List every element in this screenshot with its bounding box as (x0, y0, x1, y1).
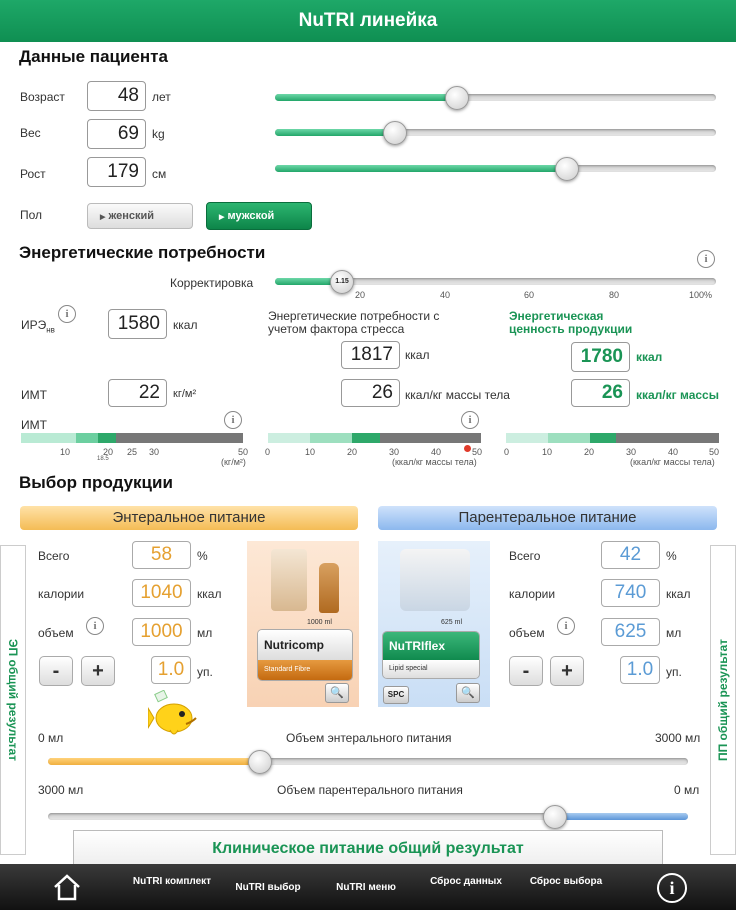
stress-tick: 20 (347, 447, 358, 457)
parenteral-plus-button[interactable]: + (550, 656, 584, 686)
enteral-volume-value[interactable]: 1000 (132, 618, 191, 646)
bmi-scale-label: ИМТ (21, 418, 47, 432)
play-icon: ▶ (219, 214, 225, 221)
bmi-scale-unit: (кг/м²) (221, 457, 246, 467)
height-unit: см (152, 167, 167, 181)
stress-scale-bar (268, 433, 481, 443)
enteral-volume-label: объем (38, 626, 74, 640)
bmi-tick: 25 (127, 447, 138, 457)
product-tick: 40 (668, 447, 679, 457)
correction-tick: 80 (609, 290, 620, 300)
info-icon[interactable]: i (557, 617, 575, 635)
nutriflex-name: NuTRIflex (383, 632, 479, 660)
bmi-tick: 50 (238, 447, 249, 457)
stress-tick: 30 (389, 447, 400, 457)
enteral-product-card[interactable] (247, 541, 359, 707)
product-tick: 30 (626, 447, 637, 457)
nav-reset-choice[interactable]: Сброс выбора (529, 876, 603, 887)
bmi-value: 22 (108, 379, 167, 407)
parenteral-volume-slider-fill (554, 813, 688, 820)
age-slider-knob[interactable] (445, 86, 469, 110)
weight-input[interactable]: 69 (87, 119, 146, 149)
bmi-scale-bar (21, 433, 243, 443)
correction-tick: 20 (355, 290, 366, 300)
info-icon[interactable]: i (461, 411, 479, 429)
product-tick: 10 (542, 447, 553, 457)
stress-per-kg-unit: ккал/кг массы тела (405, 388, 510, 402)
product-tick: 0 (504, 447, 510, 457)
spc-button[interactable]: SPC (383, 686, 409, 704)
parenteral-product-card[interactable] (378, 541, 490, 707)
parenteral-total-value[interactable]: 42 (601, 541, 660, 569)
bmi-tick: 20 (103, 447, 114, 457)
enteral-volume-slider[interactable] (48, 758, 688, 765)
ree-label (21, 318, 55, 334)
bmi-label: ИМТ (21, 388, 47, 402)
red-marker-icon (464, 445, 471, 452)
correction-tick: 40 (440, 290, 451, 300)
enteral-slider-title: Объем энтерального питания (286, 731, 452, 745)
ree-label-text: ИРЭ (21, 318, 47, 332)
bmi-tick: 10 (60, 447, 71, 457)
stress-value: 1817 (341, 341, 400, 369)
enteral-result-side-label: ЭП общий результат (6, 638, 20, 762)
age-input[interactable]: 48 (87, 81, 146, 111)
info-icon[interactable]: i (657, 873, 687, 903)
scale-segment (310, 433, 352, 443)
nav-kit[interactable]: NuTRI комплект (132, 876, 212, 887)
product-tick: 50 (709, 447, 720, 457)
home-icon[interactable] (52, 872, 82, 902)
age-slider[interactable] (275, 94, 716, 101)
enteral-calories-value[interactable]: 1040 (132, 579, 191, 607)
parenteral-slider-max: 0 мл (674, 783, 700, 797)
enteral-result-side-tab[interactable] (0, 545, 26, 855)
sex-label: Пол (20, 208, 43, 222)
ree-label-sub: нв (46, 325, 55, 335)
correction-label: Корректировка (170, 276, 254, 290)
male-button-label: мужской (227, 210, 275, 222)
enteral-slider-min: 0 мл (38, 731, 64, 745)
enteral-total-label: Всего (38, 549, 70, 563)
info-icon[interactable]: i (697, 250, 715, 268)
product-pack-icon (271, 549, 307, 611)
info-icon[interactable]: i (86, 617, 104, 635)
height-input[interactable]: 179 (87, 157, 146, 187)
weight-unit: kg (152, 127, 165, 141)
height-slider-knob[interactable] (555, 157, 579, 181)
enteral-calories-unit: ккал (197, 587, 222, 601)
parenteral-slider-title: Объем парентерального питания (277, 783, 463, 797)
enteral-units-unit: уп. (197, 665, 213, 679)
play-icon: ▶ (100, 214, 106, 221)
product-scale-unit: (ккал/кг массы тела) (630, 457, 715, 467)
stress-tick: 10 (305, 447, 316, 457)
product-bottle-icon (319, 563, 339, 613)
female-button-label: женский (108, 210, 155, 222)
tab-enteral[interactable]: Энтеральное питание (20, 506, 358, 530)
stress-unit: ккал (405, 348, 430, 362)
weight-label: Вес (20, 126, 41, 140)
enteral-slider-max: 3000 мл (655, 731, 701, 745)
nutricomp-sub: Standard Fibre (258, 660, 352, 680)
nav-reset-data[interactable]: Сброс данных (430, 876, 502, 887)
product-energy-label: Энергетическая ценность продукции (509, 309, 633, 336)
parenteral-result-side-tab[interactable] (710, 545, 736, 855)
weight-slider-knob[interactable] (383, 121, 407, 145)
ree-unit: ккал (173, 318, 198, 332)
parenteral-total-label: Всего (509, 549, 541, 563)
scale-segment (548, 433, 590, 443)
product-per-kg-value: 26 (571, 379, 630, 407)
scale-segment (590, 433, 616, 443)
age-unit: лет (152, 90, 171, 104)
stress-label: Энергетические потребности с учетом фактора стресса (268, 309, 440, 336)
correction-slider-knob[interactable]: 1.15 (330, 270, 354, 294)
enteral-total-unit: % (197, 549, 208, 563)
enteral-volume-unit: мл (197, 626, 213, 640)
correction-slider[interactable] (275, 278, 716, 285)
parenteral-volume-label: объем (509, 626, 545, 640)
stress-tick: 0 (265, 447, 271, 457)
parenteral-pack-size: 625 ml (441, 619, 463, 626)
height-slider[interactable] (275, 165, 716, 172)
nutriflex-sub: Lipid special (383, 660, 479, 678)
scale-segment (352, 433, 380, 443)
app-title: NuTRI линейка (298, 10, 438, 31)
age-slider-fill (275, 94, 456, 101)
product-energy-value: 1780 (571, 342, 630, 372)
correction-tick: 100% (689, 290, 713, 300)
stress-per-kg-value: 26 (341, 379, 400, 407)
enteral-plus-button[interactable]: + (81, 656, 115, 686)
energy-heading: Энергетические потребности (19, 243, 266, 262)
nutriflex-logo (382, 631, 480, 679)
fish-mascot-icon (148, 690, 204, 740)
product-bag-icon (400, 549, 470, 611)
product-tick: 20 (584, 447, 595, 457)
parenteral-units-value[interactable]: 1.0 (620, 656, 660, 684)
stress-tick: 50 (472, 447, 483, 457)
products-heading: Выбор продукции (19, 473, 173, 492)
parenteral-volume-slider-knob[interactable] (543, 805, 567, 829)
enteral-pack-size: 1000 ml (307, 619, 332, 626)
enteral-volume-slider-fill (48, 758, 259, 765)
height-label: Рост (20, 167, 46, 181)
bottom-nav-bar (0, 864, 736, 910)
bmi-tick-sub: 18.5 (97, 456, 109, 462)
product-scale-bar (506, 433, 719, 443)
enteral-volume-slider-knob[interactable] (248, 750, 272, 774)
enteral-calories-label: калории (38, 587, 85, 601)
scale-segment (21, 433, 76, 443)
male-button[interactable] (206, 202, 312, 230)
nutricomp-name: Nutricomp (258, 630, 352, 660)
nutricomp-logo (257, 629, 353, 681)
stress-scale-unit: (ккал/кг массы тела) (392, 457, 477, 467)
clinical-result-button[interactable]: Клиническое питание общий результат (73, 830, 663, 866)
product-per-kg-unit: ккал/кг массы (636, 388, 719, 402)
parenteral-result-side-label: ПП общий результат (716, 638, 730, 762)
patient-heading: Данные пациента (19, 47, 168, 66)
info-icon[interactable]: i (224, 411, 242, 429)
magnifier-icon[interactable]: 🔍 (325, 683, 349, 703)
parenteral-units-unit: уп. (666, 665, 682, 679)
product-energy-unit: ккал (636, 350, 663, 364)
scale-segment (98, 433, 116, 443)
weight-slider-fill (275, 129, 394, 136)
parenteral-minus-button[interactable]: - (509, 656, 543, 686)
scale-segment (268, 433, 310, 443)
ree-value: 1580 (108, 309, 167, 339)
info-icon[interactable]: i (58, 305, 76, 323)
stress-tick: 40 (431, 447, 442, 457)
parenteral-volume-slider[interactable] (48, 813, 688, 820)
bmi-tick: 30 (149, 447, 160, 457)
scale-segment (506, 433, 548, 443)
parenteral-volume-unit: мл (666, 626, 682, 640)
parenteral-calories-unit: ккал (666, 587, 691, 601)
tab-parenteral[interactable]: Парентеральное питание (378, 506, 717, 530)
bmi-unit: кг/м² (173, 388, 197, 400)
weight-slider[interactable] (275, 129, 716, 136)
magnifier-icon[interactable]: 🔍 (456, 683, 480, 703)
enteral-total-value[interactable]: 58 (132, 541, 191, 569)
parenteral-slider-min: 3000 мл (38, 783, 84, 797)
correction-tick: 60 (524, 290, 535, 300)
enteral-units-value[interactable]: 1.0 (151, 656, 191, 684)
parenteral-volume-value[interactable]: 625 (601, 618, 660, 646)
nav-menu[interactable]: NuTRI меню (336, 882, 396, 893)
height-slider-fill (275, 165, 566, 172)
app-title-bar (0, 0, 736, 42)
female-button[interactable] (87, 203, 193, 229)
age-label: Возраст (20, 90, 65, 104)
parenteral-calories-value[interactable]: 740 (601, 579, 660, 607)
parenteral-total-unit: % (666, 549, 677, 563)
scale-segment (76, 433, 98, 443)
parenteral-calories-label: калории (509, 587, 556, 601)
enteral-minus-button[interactable]: - (39, 656, 73, 686)
nav-choice[interactable]: NuTRI выбор (235, 882, 301, 893)
